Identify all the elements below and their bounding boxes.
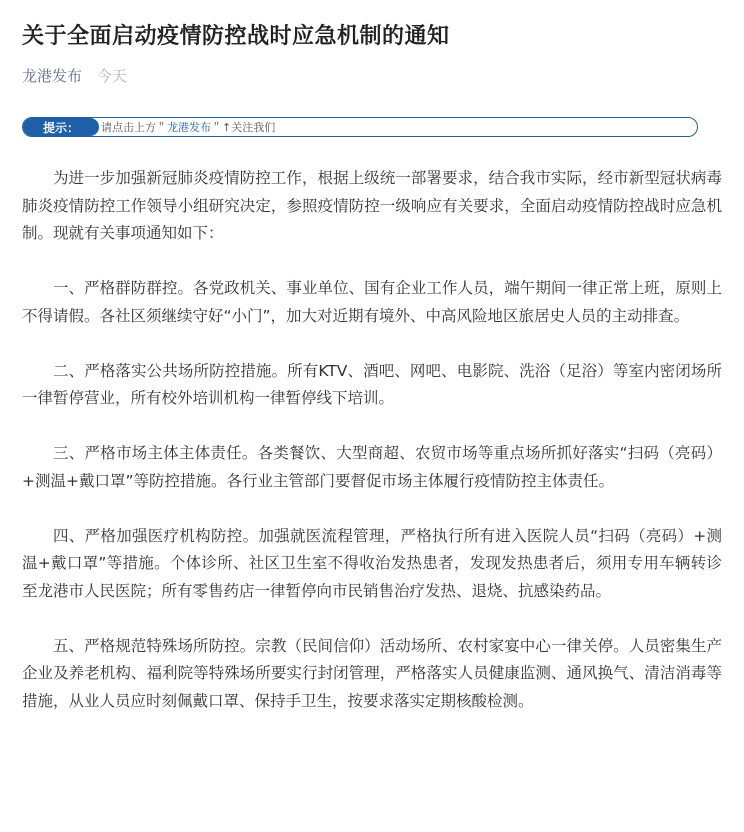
article-content	[22, 165, 722, 743]
tip-account: 龙港发布	[167, 121, 211, 134]
paragraph-item-2: 二、严格落实公共场所防控措施。所有KTV、酒吧、网吧、电影院、洗浴（足浴）等室内密闭场所一律暂停营业，所有校外培训机构一律暂停线下培训。	[22, 361, 722, 407]
article-meta	[22, 66, 127, 86]
article-title: 关于全面启动疫情防控战时应急机制的通知	[22, 24, 450, 49]
paragraph-item-4: 四、严格加强医疗机构防控。加强就医流程管理，严格执行所有进入医院人员“扫码（亮码）+测温+戴口罩”等措施。个体诊所、社区卫生室不得收治发热患者，发现发热患者后，须用专用车辆转诊至龙港市人民医院；所有零售药店一律暂停向市民销售治疗发热、退烧、抗感染药品。	[22, 526, 722, 600]
paragraph-item-1: 一、严格群防群控。各党政机关、事业单位、国有企业工作人员，端午期间一律正常上班，原则上不得请假。各社区须继续守好“小门”，加大对近期有境外、中高风险地区旅居史人员的主动排查。	[22, 279, 722, 325]
follow-tip-banner	[22, 117, 698, 137]
tip-suffix: ＂↑关注我们	[211, 121, 276, 134]
paragraph-item-3: 三、严格市场主体主体责任。各类餐饮、大型商超、农贸市场等重点场所抓好落实“扫码（亮码）+测温+戴口罩”等防控措施。各行业主管部门要督促市场主体履行疫情防控主体责任。	[22, 444, 722, 490]
publish-date: 今天	[96, 67, 127, 85]
tip-text	[101, 119, 275, 135]
paragraph-item-5: 五、严格规范特殊场所防控。宗教（民间信仰）活动场所、农村家宴中心一律关停。人员密集生产企业及养老机构、福利院等特殊场所要实行封闭管理，严格落实人员健康监测、通风换气、清洁消毒等措施，从业人员应时刻佩戴口罩、保持手卫生，按要求落实定期核酸检测。	[22, 636, 722, 710]
account-name-link[interactable]: 龙港发布	[22, 67, 83, 85]
tip-label: 提示：	[23, 118, 99, 136]
tip-prefix: 请点击上方＂	[101, 121, 167, 134]
paragraph-intro: 为进一步加强新冠肺炎疫情防控工作，根据上级统一部署要求，结合我市实际，经市新型冠状病毒肺炎疫情防控工作领导小组研究决定，参照疫情防控一级响应有关要求，全面启动疫情防控战时应急机制。现就有关事项通知如下：	[22, 169, 722, 242]
